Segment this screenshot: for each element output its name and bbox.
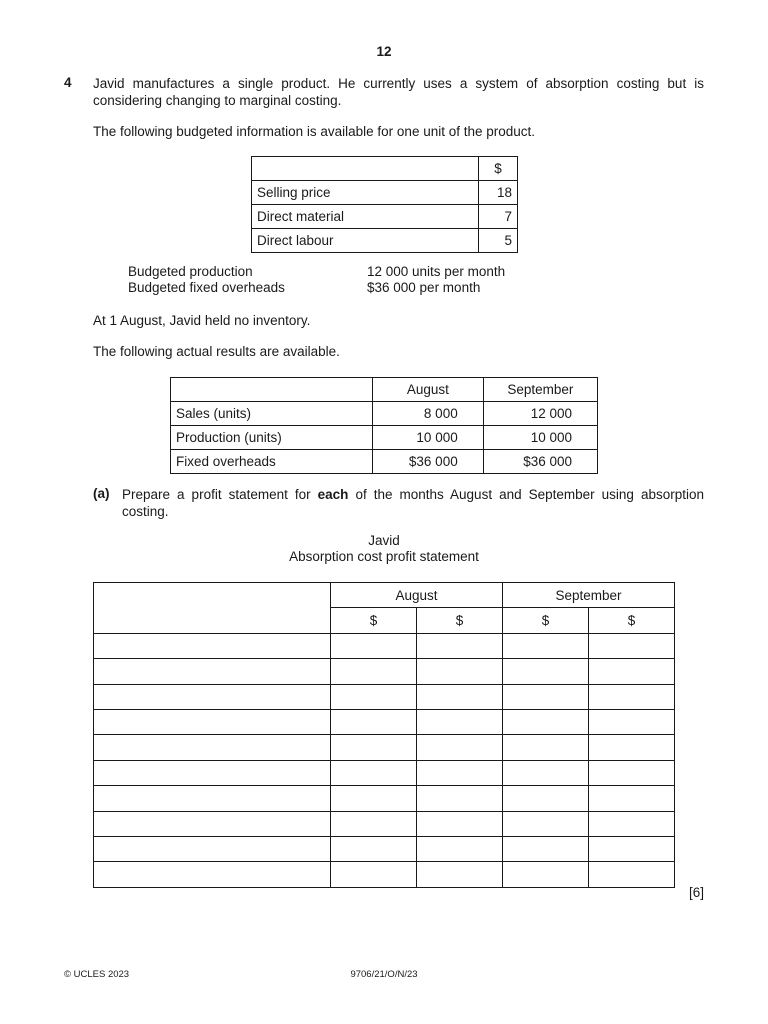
table-cell [252,157,479,181]
answer-cell[interactable] [331,811,417,836]
table-row [252,181,518,205]
profit-statement-answer-table [93,582,675,888]
answer-cell[interactable] [503,786,589,811]
currency-header: $ [503,608,589,633]
marks: [6] [688,885,704,900]
currency-header: $ [589,608,675,633]
inventory-note: At 1 August, Javid held no inventory. [93,313,311,328]
month-header: August [331,583,503,608]
currency-header: $ [417,608,503,633]
answer-row [94,633,675,658]
column-header: September [483,378,597,402]
answer-cell[interactable] [331,786,417,811]
month-header: September [503,583,675,608]
answer-cell[interactable] [331,709,417,734]
answer-cell[interactable] [94,836,331,861]
answer-cell[interactable] [94,709,331,734]
answer-row [94,836,675,861]
answer-row [94,735,675,760]
row-value: 5 [479,229,518,253]
answer-cell[interactable] [589,684,675,709]
answer-cell[interactable] [503,684,589,709]
answer-row [94,684,675,709]
statement-title: Javid [368,533,400,548]
answer-cell[interactable] [417,735,503,760]
unit-cost-table [251,156,518,253]
question-intro: Javid manufactures a single product. He currently uses a system of absorption costing but is considering changing to marginal costing. [93,76,704,108]
answer-cell[interactable] [589,811,675,836]
part-a-label: (a) [93,486,110,501]
actual-results-table [170,377,598,474]
answer-cell[interactable] [331,836,417,861]
question-number: 4 [64,75,72,90]
answer-cell[interactable] [589,760,675,785]
part-a-text-end: of the months August and September using absorption costing. [122,487,704,519]
answer-cell[interactable] [417,709,503,734]
answer-cell[interactable] [94,684,331,709]
answer-cell[interactable] [503,633,589,658]
answer-cell[interactable] [417,760,503,785]
row-label: Sales (units) [171,402,373,426]
table-row [171,402,598,426]
answer-row [94,709,675,734]
answer-cell[interactable] [94,811,331,836]
answer-cell[interactable] [503,659,589,684]
row-label: Fixed overheads [171,450,373,474]
answer-cell[interactable] [589,836,675,861]
answer-cell[interactable] [589,633,675,658]
table-cell [94,583,331,634]
table-row [252,157,518,181]
table-row [171,426,598,450]
statement-subtitle: Absorption cost profit statement [289,549,479,564]
currency-header: $ [479,157,518,181]
row-label: Production (units) [171,426,373,450]
budget-value: 12 000 units per month [367,264,506,279]
answer-cell[interactable] [94,862,331,887]
answer-cell[interactable] [331,684,417,709]
answer-row [94,862,675,887]
currency-header: $ [331,608,417,633]
budget-intro: The following budgeted information is available for one unit of the product. [93,124,536,139]
part-a-text [122,486,704,520]
august-value: $36 000 [373,450,484,474]
answer-cell[interactable] [503,811,589,836]
answer-cell[interactable] [589,709,675,734]
row-value: 18 [479,181,518,205]
answer-cell[interactable] [417,862,503,887]
budget-label: Budgeted production [128,264,253,279]
copyright: © UCLES 2023 [64,969,130,980]
part-a-bold: each [317,487,349,502]
answer-cell[interactable] [503,760,589,785]
table-cell [171,378,373,402]
answer-cell[interactable] [503,862,589,887]
answer-rows [94,633,675,887]
answer-cell[interactable] [589,735,675,760]
row-value: 7 [479,205,518,229]
table-row [171,378,598,402]
budget-value: $36 000 per month [367,280,481,295]
actual-intro: The following actual results are available. [93,344,340,359]
page-number: 12 [376,44,392,59]
answer-cell[interactable] [94,633,331,658]
answer-cell[interactable] [589,659,675,684]
answer-row [94,811,675,836]
budget-label: Budgeted fixed overheads [128,280,285,295]
september-value: 12 000 [483,402,597,426]
answer-cell[interactable] [589,786,675,811]
answer-cell[interactable] [503,735,589,760]
table-row [94,583,675,608]
answer-cell[interactable] [417,633,503,658]
answer-cell[interactable] [331,862,417,887]
answer-row [94,786,675,811]
answer-cell[interactable] [417,811,503,836]
paper-code: 9706/21/O/N/23 [350,969,418,980]
answer-row [94,659,675,684]
answer-cell[interactable] [94,659,331,684]
answer-cell[interactable] [331,633,417,658]
answer-cell[interactable] [503,836,589,861]
august-value: 10 000 [373,426,484,450]
september-value: 10 000 [483,426,597,450]
answer-cell[interactable] [94,735,331,760]
table-row [171,450,598,474]
answer-cell[interactable] [589,862,675,887]
answer-cell[interactable] [417,659,503,684]
answer-row [94,760,675,785]
answer-cell[interactable] [417,786,503,811]
answer-cell[interactable] [331,659,417,684]
row-label: Selling price [252,181,479,205]
table-row [252,229,518,253]
answer-cell[interactable] [331,735,417,760]
table-row [252,205,518,229]
answer-cell[interactable] [94,760,331,785]
answer-cell[interactable] [503,709,589,734]
row-label: Direct labour [252,229,479,253]
august-value: 8 000 [373,402,484,426]
answer-cell[interactable] [417,684,503,709]
september-value: $36 000 [483,450,597,474]
part-a-text-start: Prepare a profit statement for [122,487,318,502]
answer-cell[interactable] [331,760,417,785]
column-header: August [373,378,484,402]
row-label: Direct material [252,205,479,229]
answer-cell[interactable] [417,836,503,861]
answer-cell[interactable] [94,786,331,811]
